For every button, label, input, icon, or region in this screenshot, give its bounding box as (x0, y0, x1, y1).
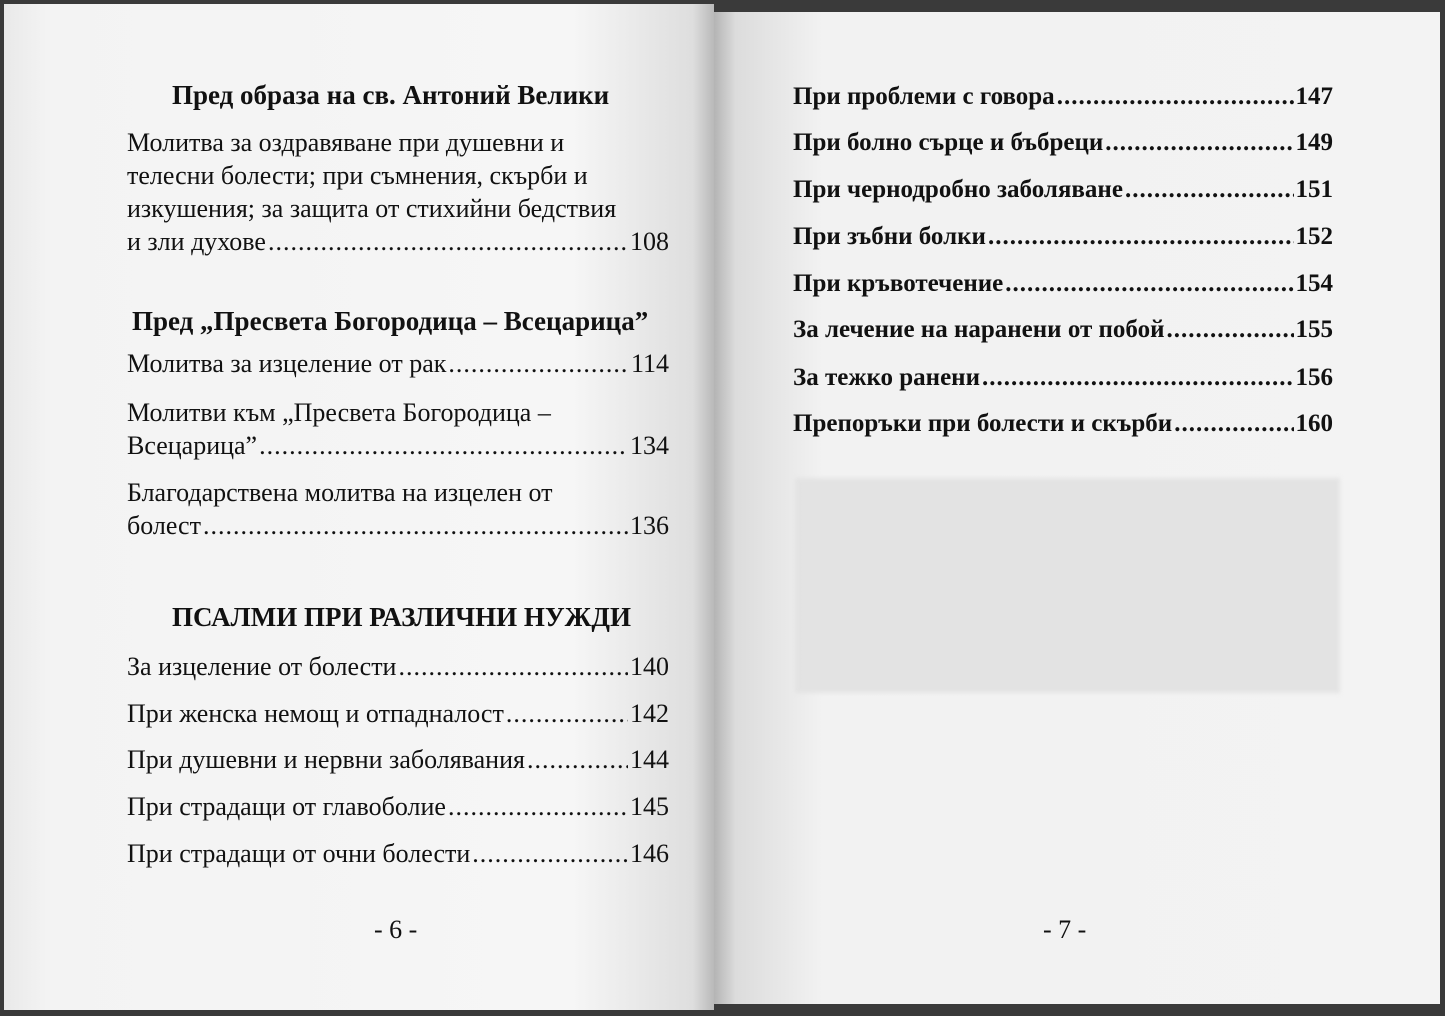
entry-title: При женска немощ и отпадналост (127, 699, 504, 728)
toc-entry[interactable] (127, 126, 669, 258)
entry-line: Благодарствена молитва на изцелен от (127, 478, 553, 507)
dot-leader (982, 361, 1294, 394)
toc-entry[interactable] (127, 697, 669, 730)
toc-entry[interactable] (127, 396, 669, 462)
entry-last-line (793, 220, 1333, 253)
bleed-through-image (795, 478, 1340, 693)
dot-leader (1174, 407, 1293, 440)
section-heading: Пред образа на св. Антоний Велики (172, 80, 610, 110)
entry-title: Молитва за изцеление от рак (127, 349, 447, 378)
entry-last-line (127, 509, 669, 542)
page-folio-left: - 6 - (374, 915, 418, 944)
dot-leader (988, 220, 1294, 253)
entry-line: Молитви към „Пресвета Богородица – (127, 398, 551, 427)
entry-last-line (793, 313, 1333, 346)
section-heading: Пред „Пресвета Богородица – Всецарица” (132, 306, 649, 336)
toc-entry[interactable] (793, 220, 1333, 253)
entry-last-line (127, 650, 669, 683)
toc-entry[interactable] (793, 313, 1333, 346)
entry-last-line (127, 225, 669, 258)
page-number: 144 (630, 745, 669, 774)
entry-last-line (127, 347, 669, 380)
entry-title: При болно сърце и бъбреци (793, 129, 1104, 156)
page-number: 147 (1295, 83, 1333, 110)
entry-last-line (127, 790, 669, 823)
entry-title: и зли духове (127, 227, 266, 256)
dot-leader (506, 697, 628, 730)
dot-leader (448, 347, 629, 380)
page-folio-right: - 7 - (1043, 915, 1087, 944)
toc-entry[interactable] (127, 837, 669, 870)
page-number: 160 (1295, 410, 1333, 437)
entry-last-line (793, 361, 1333, 394)
page-number: 151 (1295, 176, 1333, 203)
entry-title: За тежко ранени (793, 364, 980, 391)
toc-entry[interactable] (793, 126, 1333, 159)
page-number: 146 (630, 839, 669, 868)
page-number: 136 (630, 511, 669, 540)
toc-entry[interactable] (793, 267, 1333, 300)
page-number: 142 (630, 699, 669, 728)
section-heading: ПСАЛМИ ПРИ РАЗЛИЧНИ НУЖДИ (172, 602, 631, 632)
dot-leader (259, 429, 628, 462)
toc-entry[interactable] (793, 80, 1333, 113)
toc-entry[interactable] (793, 407, 1333, 440)
entry-last-line (793, 407, 1333, 440)
entry-line: Молитва за оздравяване при душевни и (127, 128, 565, 157)
entry-title: За изцеление от болести (127, 652, 397, 681)
dot-leader (1105, 126, 1293, 159)
entry-title: При кръвотечение (793, 270, 1004, 297)
page-number: 145 (630, 792, 669, 821)
entry-last-line (793, 267, 1333, 300)
toc-entry[interactable] (127, 743, 669, 776)
dot-leader (1005, 267, 1293, 300)
entry-title: Всецарица” (127, 431, 258, 460)
page-number: 140 (630, 652, 669, 681)
dot-leader (1125, 173, 1294, 206)
entry-title: При зъбни болки (793, 223, 986, 250)
entry-last-line (793, 126, 1333, 159)
dot-leader (448, 790, 628, 823)
dot-leader (472, 837, 628, 870)
dot-leader (1057, 80, 1294, 113)
entry-title: Препоръки при болести и скърби (793, 410, 1173, 437)
entry-last-line (127, 743, 669, 776)
page-number: 152 (1295, 223, 1333, 250)
entry-title: При страдащи от очни болести (127, 839, 471, 868)
toc-entry[interactable] (793, 173, 1333, 206)
page-number: 108 (630, 227, 669, 256)
entry-last-line (127, 429, 669, 462)
toc-entry[interactable] (793, 361, 1333, 394)
entry-line: телесни болести; при съмнения, скърби и (127, 161, 588, 190)
entry-last-line (127, 697, 669, 730)
entry-title: При проблеми с говора (793, 83, 1055, 110)
entry-last-line (793, 80, 1333, 113)
toc-entry[interactable] (127, 347, 669, 380)
entry-title: болест (127, 511, 201, 540)
entry-last-line (127, 837, 669, 870)
dot-leader (527, 743, 628, 776)
toc-entry[interactable] (127, 650, 669, 683)
entry-line: изкушения; за защита от стихийни бедствия (127, 194, 617, 223)
entry-last-line (793, 173, 1333, 206)
page-number: 154 (1295, 270, 1333, 297)
page-number: 149 (1295, 129, 1333, 156)
page-number: 114 (630, 349, 669, 378)
page-number: 155 (1295, 316, 1333, 343)
page-number: 156 (1295, 364, 1333, 391)
page-number: 134 (630, 431, 669, 460)
toc-entry[interactable] (127, 790, 669, 823)
entry-title: При страдащи от главоболие (127, 792, 446, 821)
dot-leader (398, 650, 628, 683)
entry-title: За лечение на наранени от побой (793, 316, 1165, 343)
entry-title: При душевни и нервни заболявания (127, 745, 525, 774)
entry-title: При чернодробно заболяване (793, 176, 1123, 203)
toc-entry[interactable] (127, 476, 669, 542)
dot-leader (203, 509, 628, 542)
dot-leader (1167, 313, 1294, 346)
dot-leader (268, 225, 628, 258)
